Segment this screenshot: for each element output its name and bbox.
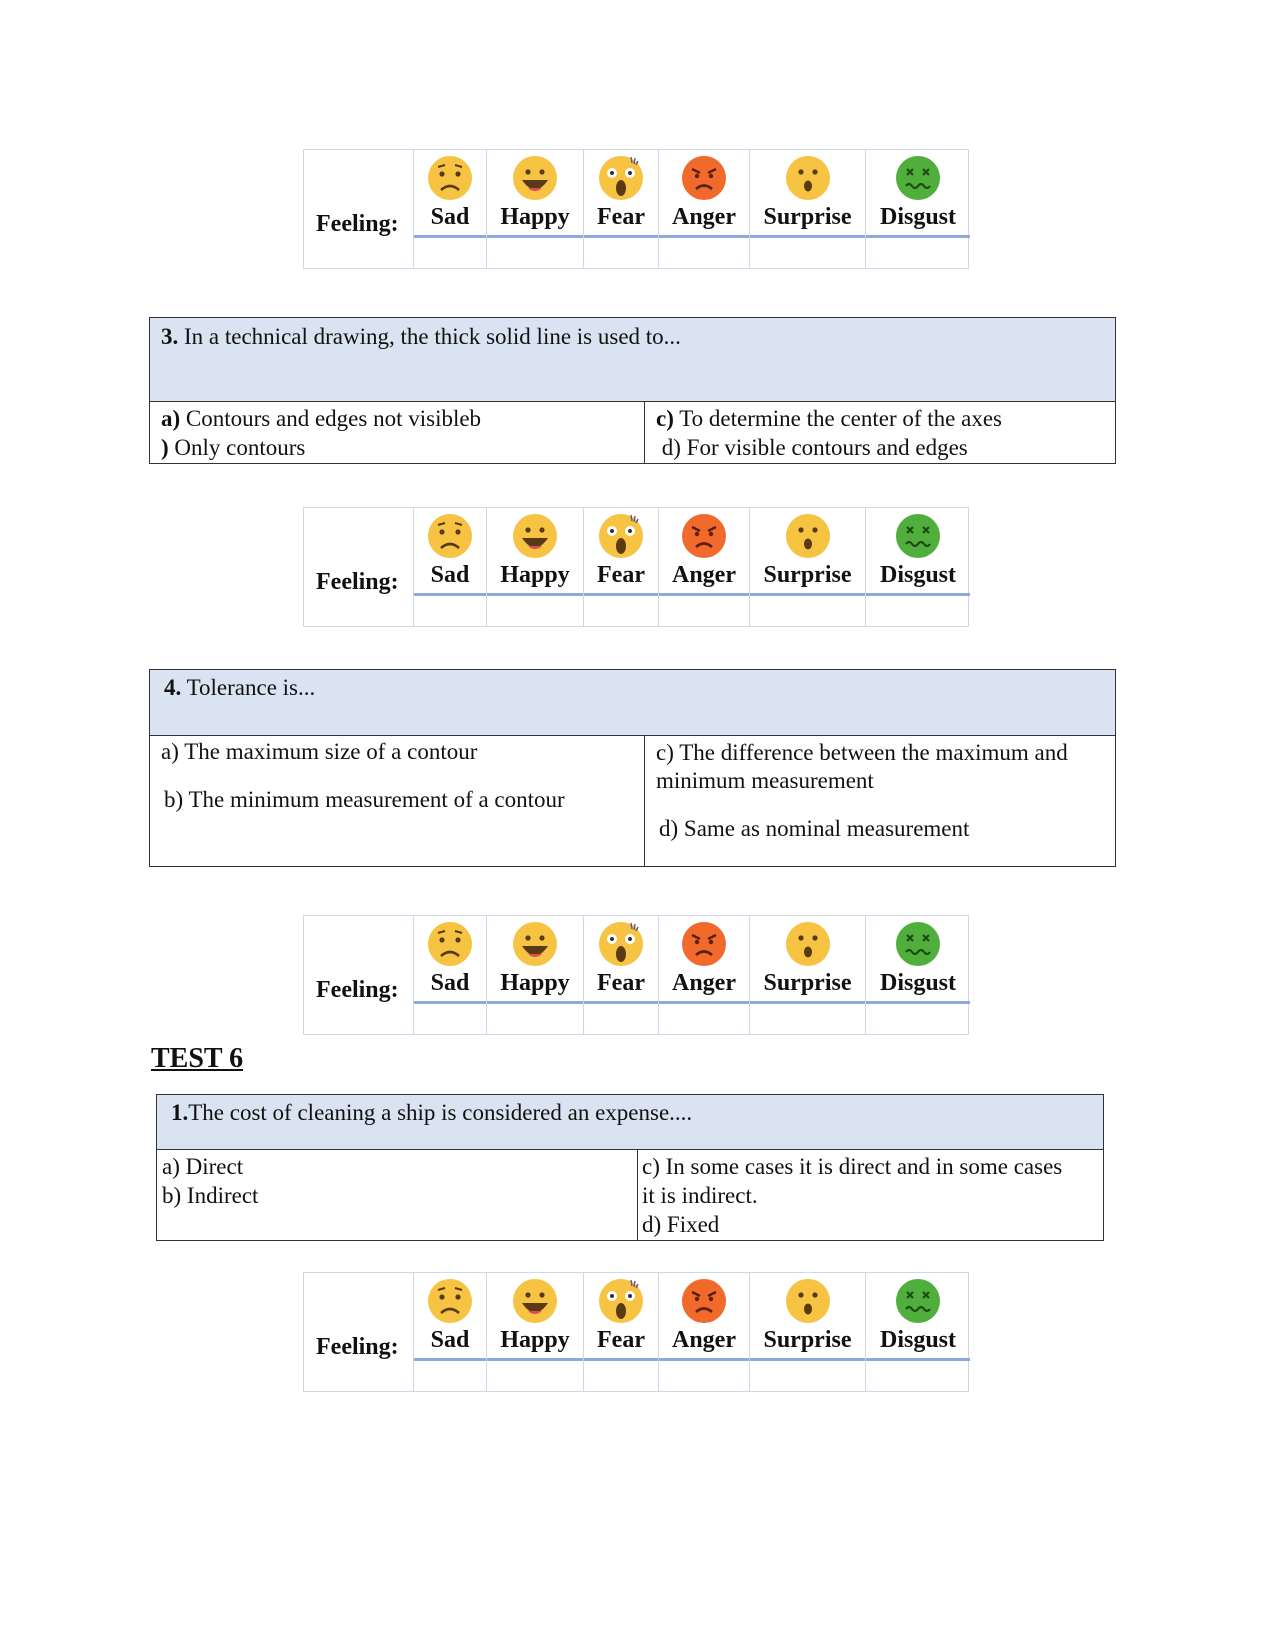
feeling-label: Feeling: <box>316 1334 399 1360</box>
feeling-label: Feeling: <box>316 211 399 237</box>
emotion-option-anger[interactable] <box>659 1273 750 1391</box>
emotion-option-fear[interactable] <box>584 150 659 268</box>
answer-option-a[interactable]: a) The maximum size of a contour <box>161 739 478 764</box>
happy-face-icon <box>512 513 558 559</box>
surprised-face-icon <box>785 513 831 559</box>
emotion-label: Surprise <box>763 1327 852 1353</box>
disgust-face-icon <box>895 921 941 967</box>
sad-face-icon <box>427 921 473 967</box>
feeling-scale <box>303 507 969 627</box>
emotion-option-happy[interactable] <box>487 508 584 626</box>
emotion-option-fear[interactable] <box>584 916 659 1034</box>
emotion-option-disgust[interactable] <box>866 1273 970 1391</box>
disgust-face-icon <box>895 155 941 201</box>
disgust-face-icon <box>895 1278 941 1324</box>
emotion-option-sad[interactable] <box>414 916 487 1034</box>
emotion-label: Happy <box>500 1327 570 1353</box>
emotion-label: Fear <box>597 562 645 588</box>
emotion-option-anger[interactable] <box>659 508 750 626</box>
answer-option-a[interactable]: a) Contours and edges not visibleb <box>161 406 482 431</box>
emotion-label: Anger <box>672 562 736 588</box>
emotion-label: Disgust <box>879 204 957 230</box>
emotion-option-disgust[interactable] <box>866 150 970 268</box>
fear-face-icon <box>598 155 644 201</box>
emotion-option-happy[interactable] <box>487 150 584 268</box>
emotion-option-fear[interactable] <box>584 1273 659 1391</box>
surprised-face-icon <box>785 155 831 201</box>
emotion-label: Sad <box>430 970 470 996</box>
feeling-label: Feeling: <box>316 569 399 595</box>
answer-option-d[interactable]: d) Same as nominal measurement <box>659 816 970 841</box>
emotion-option-surprise[interactable] <box>750 916 866 1034</box>
feeling-label-cell <box>304 150 414 268</box>
emotion-label: Sad <box>430 204 470 230</box>
emotion-label: Fear <box>597 1327 645 1353</box>
answer-option-c[interactable]: c) The difference between the maximum and minimum measurement <box>656 740 1068 793</box>
answers-right <box>656 404 1002 463</box>
emotion-option-anger[interactable] <box>659 150 750 268</box>
emotion-option-happy[interactable] <box>487 916 584 1034</box>
feeling-scale <box>303 149 969 269</box>
answer-option-b[interactable]: b) Indirect <box>162 1183 259 1208</box>
answers-left <box>162 1152 258 1210</box>
emotion-option-sad[interactable] <box>414 1273 487 1391</box>
emotion-label: Happy <box>500 970 570 996</box>
emotion-label: Happy <box>500 562 570 588</box>
question-header <box>150 670 1115 736</box>
emotion-option-anger[interactable] <box>659 916 750 1034</box>
answers-right <box>642 1152 1062 1239</box>
feeling-label-cell <box>304 508 414 626</box>
answer-option-c[interactable]: c) To determine the center of the axes <box>656 406 1003 431</box>
happy-face-icon <box>512 1278 558 1324</box>
emotion-label: Surprise <box>763 204 852 230</box>
question-number: 3. <box>161 324 179 349</box>
answers-left <box>161 404 481 463</box>
disgust-face-icon <box>895 513 941 559</box>
angry-face-icon <box>681 1278 727 1324</box>
question-number: 4. <box>164 675 182 700</box>
angry-face-icon <box>681 155 727 201</box>
happy-face-icon <box>512 921 558 967</box>
answer-option-a[interactable]: a) Direct <box>162 1154 244 1179</box>
test-title: TEST 6 <box>151 1043 244 1074</box>
emotion-label: Happy <box>500 204 570 230</box>
feeling-label-cell <box>304 1273 414 1391</box>
emotion-label: Anger <box>672 970 736 996</box>
angry-face-icon <box>681 921 727 967</box>
question-4-table <box>149 669 1116 867</box>
emotion-option-surprise[interactable] <box>750 150 866 268</box>
answer-option-b[interactable]: b) The minimum measurement of a contour <box>164 787 565 812</box>
emotion-option-disgust[interactable] <box>866 916 970 1034</box>
surprised-face-icon <box>785 1278 831 1324</box>
question-text: In a technical drawing, the thick solid line is used to... <box>178 324 681 349</box>
sad-face-icon <box>427 513 473 559</box>
answer-option-c[interactable]: c) In some cases it is direct and in some cases it is indirect. <box>642 1154 1063 1208</box>
emotion-label: Fear <box>597 970 645 996</box>
surprised-face-icon <box>785 921 831 967</box>
question-header <box>150 318 1115 402</box>
emotion-label: Disgust <box>879 970 957 996</box>
emotion-label: Surprise <box>763 970 852 996</box>
sad-face-icon <box>427 155 473 201</box>
emotion-option-fear[interactable] <box>584 508 659 626</box>
question-header <box>157 1095 1103 1150</box>
emotion-label: Anger <box>672 204 736 230</box>
angry-face-icon <box>681 513 727 559</box>
emotion-option-disgust[interactable] <box>866 508 970 626</box>
fear-face-icon <box>598 1278 644 1324</box>
emotion-label: Surprise <box>763 562 852 588</box>
sad-face-icon <box>427 1278 473 1324</box>
fear-face-icon <box>598 921 644 967</box>
answer-option-b[interactable]: ) Only contours <box>161 435 306 460</box>
question-number: 1. <box>171 1100 189 1125</box>
emotion-label: Disgust <box>879 562 957 588</box>
feeling-label: Feeling: <box>316 977 399 1003</box>
emotion-label: Sad <box>430 1327 470 1353</box>
question-text: The cost of cleaning a ship is considered an expense.... <box>188 1100 693 1125</box>
emotion-option-sad[interactable] <box>414 150 487 268</box>
emotion-label: Sad <box>430 562 470 588</box>
feeling-scale <box>303 915 969 1035</box>
emotion-label: Disgust <box>879 1327 957 1353</box>
test6-question-1-table <box>156 1094 1104 1241</box>
emotion-option-surprise[interactable] <box>750 508 866 626</box>
feeling-label-cell <box>304 916 414 1034</box>
question-3-table <box>149 317 1116 464</box>
fear-face-icon <box>598 513 644 559</box>
emotion-option-surprise[interactable] <box>750 1273 866 1391</box>
emotion-option-sad[interactable] <box>414 508 487 626</box>
answer-option-d[interactable]: d) For visible contours and edges <box>656 435 968 460</box>
answer-option-d[interactable]: d) Fixed <box>642 1212 720 1237</box>
emotion-label: Fear <box>597 204 645 230</box>
feeling-scale <box>303 1272 969 1392</box>
question-text: Tolerance is... <box>181 675 316 700</box>
emotion-label: Anger <box>672 1327 736 1353</box>
happy-face-icon <box>512 155 558 201</box>
emotion-option-happy[interactable] <box>487 1273 584 1391</box>
